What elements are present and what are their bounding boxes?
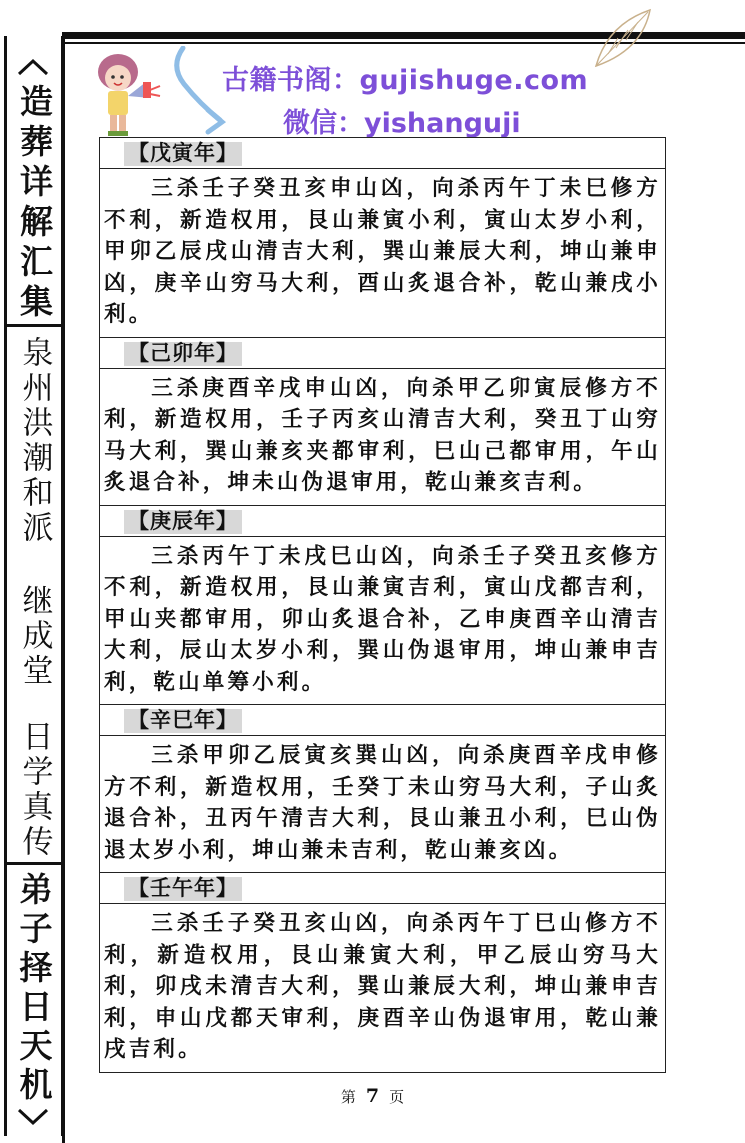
leaf-decoration-icon bbox=[588, 4, 658, 74]
page-suffix: 页 bbox=[389, 1088, 405, 1106]
spine-subtitle-3 bbox=[7, 720, 61, 860]
year-heading-text: 【戊寅年】 bbox=[128, 141, 238, 165]
year-heading-text: 【辛巳年】 bbox=[128, 708, 238, 732]
book-spine-strip bbox=[4, 36, 64, 1136]
year-heading-row bbox=[100, 873, 665, 904]
spine-title-text: 造葬详解汇集 bbox=[15, 84, 54, 324]
year-heading-row bbox=[100, 705, 665, 736]
year-description: 三杀丙午丁未戌巳山凶，向杀壬子癸丑亥修方不利，新造权用，艮山兼寅吉利，寅山戊都吉利，甲山夹都审用，卯山炙退合补，乙申庚酉辛山清吉大利，辰山太岁小利，巽山伪退审用，坤山兼申吉利，乾山单筹小利。 bbox=[100, 537, 665, 706]
watermark-wechat: 微信：yishanguji bbox=[283, 108, 521, 139]
spine-subtitle-1 bbox=[7, 336, 61, 546]
year-heading bbox=[128, 506, 238, 536]
year-description: 三杀甲卯乙辰寅亥巽山凶，向杀庚酉辛戌申修方不利，新造权用，壬癸丁未山穷马大利，子山炙退合补，丑丙午清吉大利，艮山兼丑小利，巳山伪退太岁小利，坤山兼未吉利，乾山兼亥凶。 bbox=[100, 736, 665, 873]
year-section bbox=[100, 138, 665, 338]
year-heading-row bbox=[100, 506, 665, 537]
spine-subtitle-2 bbox=[7, 584, 61, 689]
year-heading bbox=[128, 338, 238, 368]
year-heading-row bbox=[100, 138, 665, 169]
year-section bbox=[100, 873, 665, 1072]
spine-book-title bbox=[7, 84, 61, 324]
spine-subtitle-2-text: 继成堂 bbox=[16, 584, 53, 689]
spine-series-text: 弟子择日天机 bbox=[14, 872, 54, 1106]
year-heading bbox=[128, 873, 238, 903]
page-footer bbox=[0, 1085, 745, 1107]
chevron-down-icon bbox=[17, 1108, 49, 1126]
year-description: 三杀壬子癸丑亥申山凶，向杀丙午丁未巳修方不利，新造权用，艮山兼寅小利，寅山太岁小利，甲卯乙辰戌山清吉大利，巽山兼辰大利，坤山兼申凶，庚辛山穷马大利，酉山炙退合补，乾山兼戌小利。 bbox=[100, 169, 665, 338]
year-heading-text: 【壬午年】 bbox=[128, 876, 238, 900]
spine-subtitle-3-text: 日学真传 bbox=[16, 720, 53, 860]
year-heading bbox=[128, 138, 238, 168]
year-description: 三杀庚酉辛戌申山凶，向杀甲乙卯寅辰修方不利，新造权用，壬子丙亥山清吉大利，癸丑丁山穷马大利，巽山兼亥夹都审利，巳山己都审用，午山炙退合补，坤未山伪退审用，乾山兼亥吉利。 bbox=[100, 369, 665, 506]
year-section bbox=[100, 338, 665, 506]
chevron-up-icon bbox=[17, 58, 49, 76]
spine-subtitle-1-text: 泉州洪潮和派 bbox=[16, 336, 53, 546]
year-heading bbox=[128, 705, 238, 735]
year-description: 三杀壬子癸丑亥山凶，向杀丙午丁巳山修方不利，新造权用，艮山兼寅大利，甲乙辰山穷马大利，卯戌未清吉大利，巽山兼辰大利，坤山兼申吉利，申山戊都天审利，庚酉辛山伪退审用，乾山兼戌吉利。 bbox=[104, 911, 661, 1062]
watermark-site: 古籍书阁：gujishuge.com bbox=[222, 65, 589, 96]
spine-divider-2 bbox=[7, 862, 61, 865]
year-heading-text: 【庚辰年】 bbox=[128, 508, 238, 533]
almanac-table bbox=[99, 137, 666, 1073]
page-prefix: 第 bbox=[340, 1088, 356, 1106]
year-heading-row bbox=[100, 338, 665, 369]
year-section bbox=[100, 506, 665, 706]
year-section bbox=[100, 705, 665, 873]
page-number: 7 bbox=[365, 1085, 380, 1107]
year-heading-text: 【己卯年】 bbox=[128, 340, 238, 365]
spine-series-title bbox=[7, 872, 61, 1106]
spine-divider-1 bbox=[7, 324, 61, 327]
